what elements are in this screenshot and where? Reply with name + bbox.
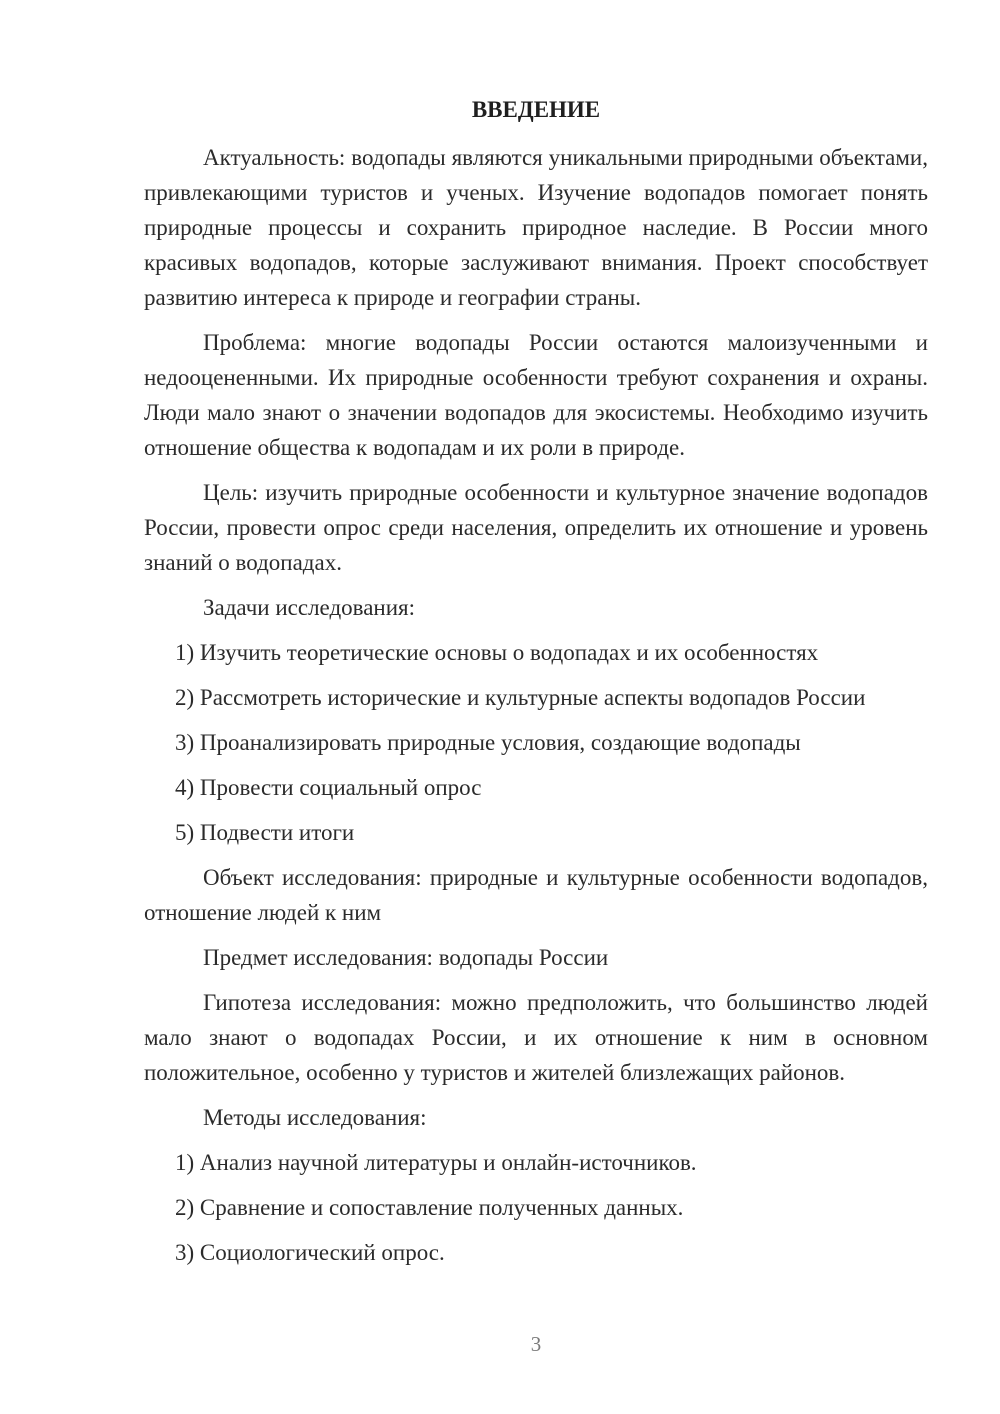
list-item: 2) Сравнение и сопоставление полученных данных. (175, 1195, 684, 1220)
problem-paragraph: Проблема: многие водопады России остаются малоизученными и недооцененными. Их природные особенности требуют сохранения и охраны. Люди мало знают о значении водопадов для экосистемы. Необходимо изучить отношение общества к водопадам и их роли в природе. (144, 330, 928, 460)
list-item: 3) Социологический опрос. (175, 1240, 445, 1265)
tasks-list (144, 635, 928, 850)
list-item: 4) Провести социальный опрос (175, 775, 482, 800)
object-paragraph: Объект исследования: природные и культурные особенности водопадов, отношение людей к ним (144, 865, 928, 925)
methods-list (144, 1145, 928, 1270)
list-item: 2) Рассмотреть исторические и культурные аспекты водопадов России (175, 685, 866, 710)
list-item: 1) Изучить теоретические основы о водопадах и их особенностях (175, 640, 819, 665)
methods-label: Методы исследования: (203, 1105, 427, 1130)
relevance-paragraph: Актуальность: водопады являются уникальными природными объектами, привлекающими туристов и ученых. Изучение водопадов помогает понять природные процессы и сохранить природное наследие. В России много красивых водопадов, которые заслуживают внимания. Проект способствует развитию интереса к природе и географии страны. (144, 145, 928, 310)
hypothesis-paragraph: Гипотеза исследования: можно предположить, что большинство людей мало знают о водопадах России, и их отношение к ним в основном положительное, особенно у туристов и жителей близлежащих районов. (144, 990, 928, 1085)
subject-paragraph: Предмет исследования: водопады России (203, 945, 609, 970)
list-item: 1) Анализ научной литературы и онлайн-источников. (175, 1150, 697, 1175)
page-title: ВВЕДЕНИЕ (471, 97, 601, 122)
list-item: 3) Проанализировать природные условия, создающие водопады (175, 730, 801, 755)
goal-paragraph: Цель: изучить природные особенности и культурное значение водопадов России, провести опрос среди населения, определить их отношение и уровень знаний о водопадах. (144, 480, 928, 575)
tasks-label: Задачи исследования: (203, 595, 416, 620)
page-number: 3 (530, 1332, 542, 1356)
list-item: 5) Подвести итоги (175, 820, 355, 845)
page-content (144, 92, 928, 1280)
